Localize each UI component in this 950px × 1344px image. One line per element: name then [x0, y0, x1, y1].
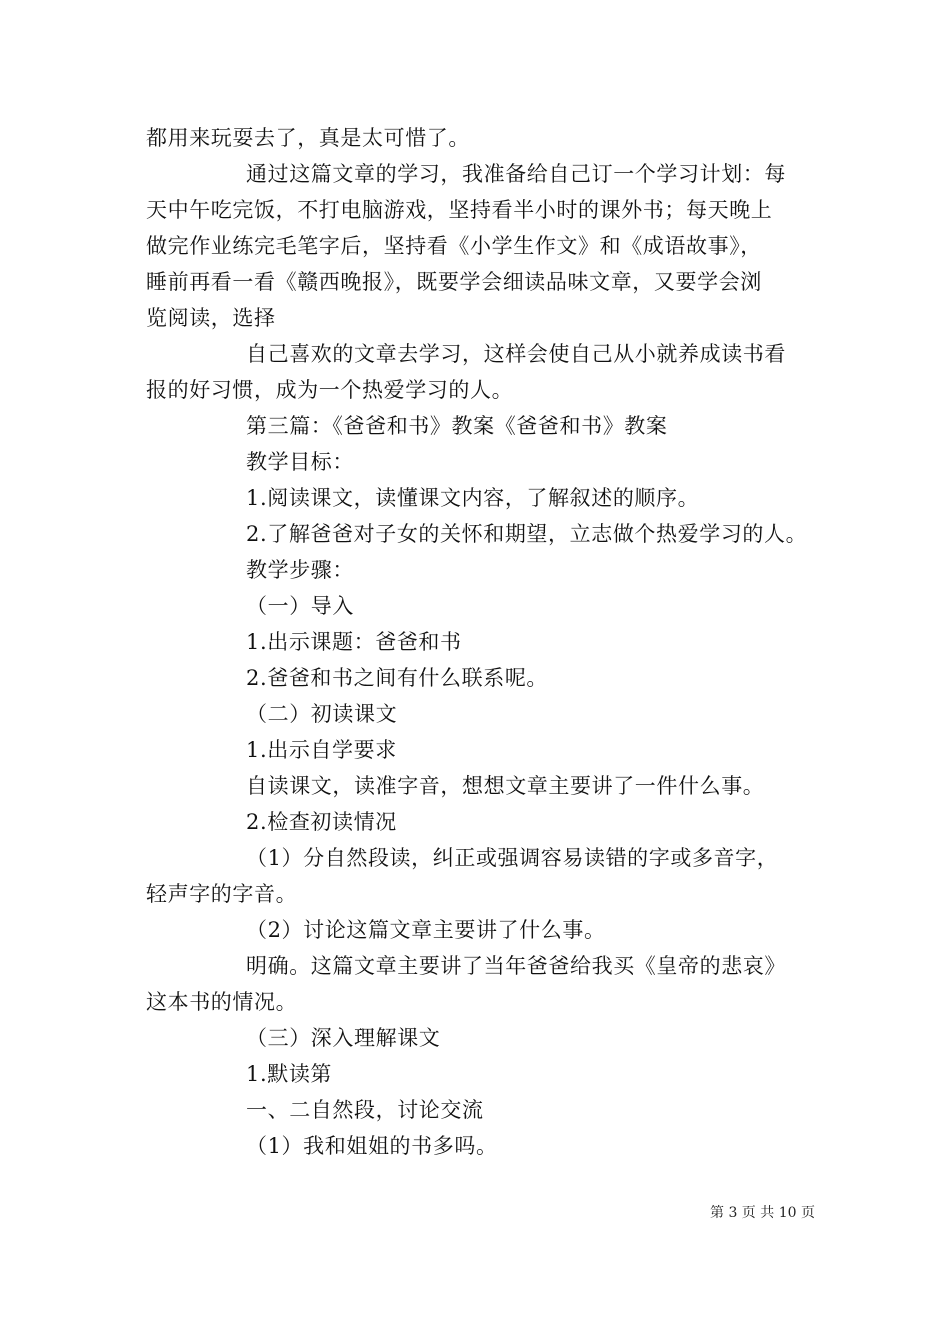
text-line-17: （二）初读课文	[246, 702, 398, 726]
text-line-1: 都用来玩耍去了，真是太可惜了。	[146, 126, 470, 150]
text-line-8: 报的好习惯，成为一个热爱学习的人。	[146, 378, 514, 402]
text-line-13: 教学步骤：	[246, 558, 354, 582]
text-line-7: 自己喜欢的文章去学习，这样会使自己从小就养成读书看	[246, 342, 786, 366]
text-line-14: （一）导入	[246, 594, 354, 618]
text-line-23: （2）讨论这篇文章主要讲了什么事。	[246, 918, 606, 942]
page-number-footer: 第 3 页 共 10 页	[710, 1205, 815, 1221]
text-line-15: 1.出示课题：爸爸和书	[246, 630, 462, 654]
text-line-29: （1）我和姐姐的书多吗。	[246, 1134, 498, 1158]
text-line-22: 轻声字的字音。	[146, 882, 298, 906]
text-line-25: 这本书的情况。	[146, 990, 298, 1014]
text-line-5: 睡前再看一看《赣西晚报》，既要学会细读品味文章，又要学会浏	[146, 270, 762, 294]
text-line-21: （1）分自然段读，纠正或强调容易读错的字或多音字，	[246, 846, 779, 870]
text-line-6: 览阅读，选择	[146, 306, 276, 330]
text-line-18: 1.出示自学要求	[246, 738, 397, 762]
text-line-3: 天中午吃完饭，不打电脑游戏，坚持看半小时的课外书；每天晚上	[146, 198, 773, 222]
text-line-9: 第三篇：《爸爸和书》教案《爸爸和书》教案	[246, 414, 668, 438]
text-line-20: 2.检查初读情况	[246, 810, 397, 834]
text-line-24: 明确。这篇文章主要讲了当年爸爸给我买《皇帝的悲哀》	[246, 954, 786, 978]
text-line-4: 做完作业练完毛笔字后，坚持看《小学生作文》和《成语故事》，	[146, 234, 762, 258]
text-line-12: 2.了解爸爸对子女的关怀和期望，立志做个热爱学习的人。	[246, 522, 808, 546]
text-line-2: 通过这篇文章的学习，我准备给自己订一个学习计划：每	[246, 162, 786, 186]
text-line-28: 一、二自然段，讨论交流	[246, 1098, 484, 1122]
text-line-16: 2.爸爸和书之间有什么联系呢。	[246, 666, 549, 690]
text-line-10: 教学目标：	[246, 450, 354, 474]
text-line-19: 自读课文，读准字音，想想文章主要讲了一件什么事。	[246, 774, 765, 798]
text-line-27: 1.默读第	[246, 1062, 333, 1086]
text-line-26: （三）深入理解课文	[246, 1026, 441, 1050]
text-line-11: 1.阅读课文，读懂课文内容，了解叙述的顺序。	[246, 486, 700, 510]
